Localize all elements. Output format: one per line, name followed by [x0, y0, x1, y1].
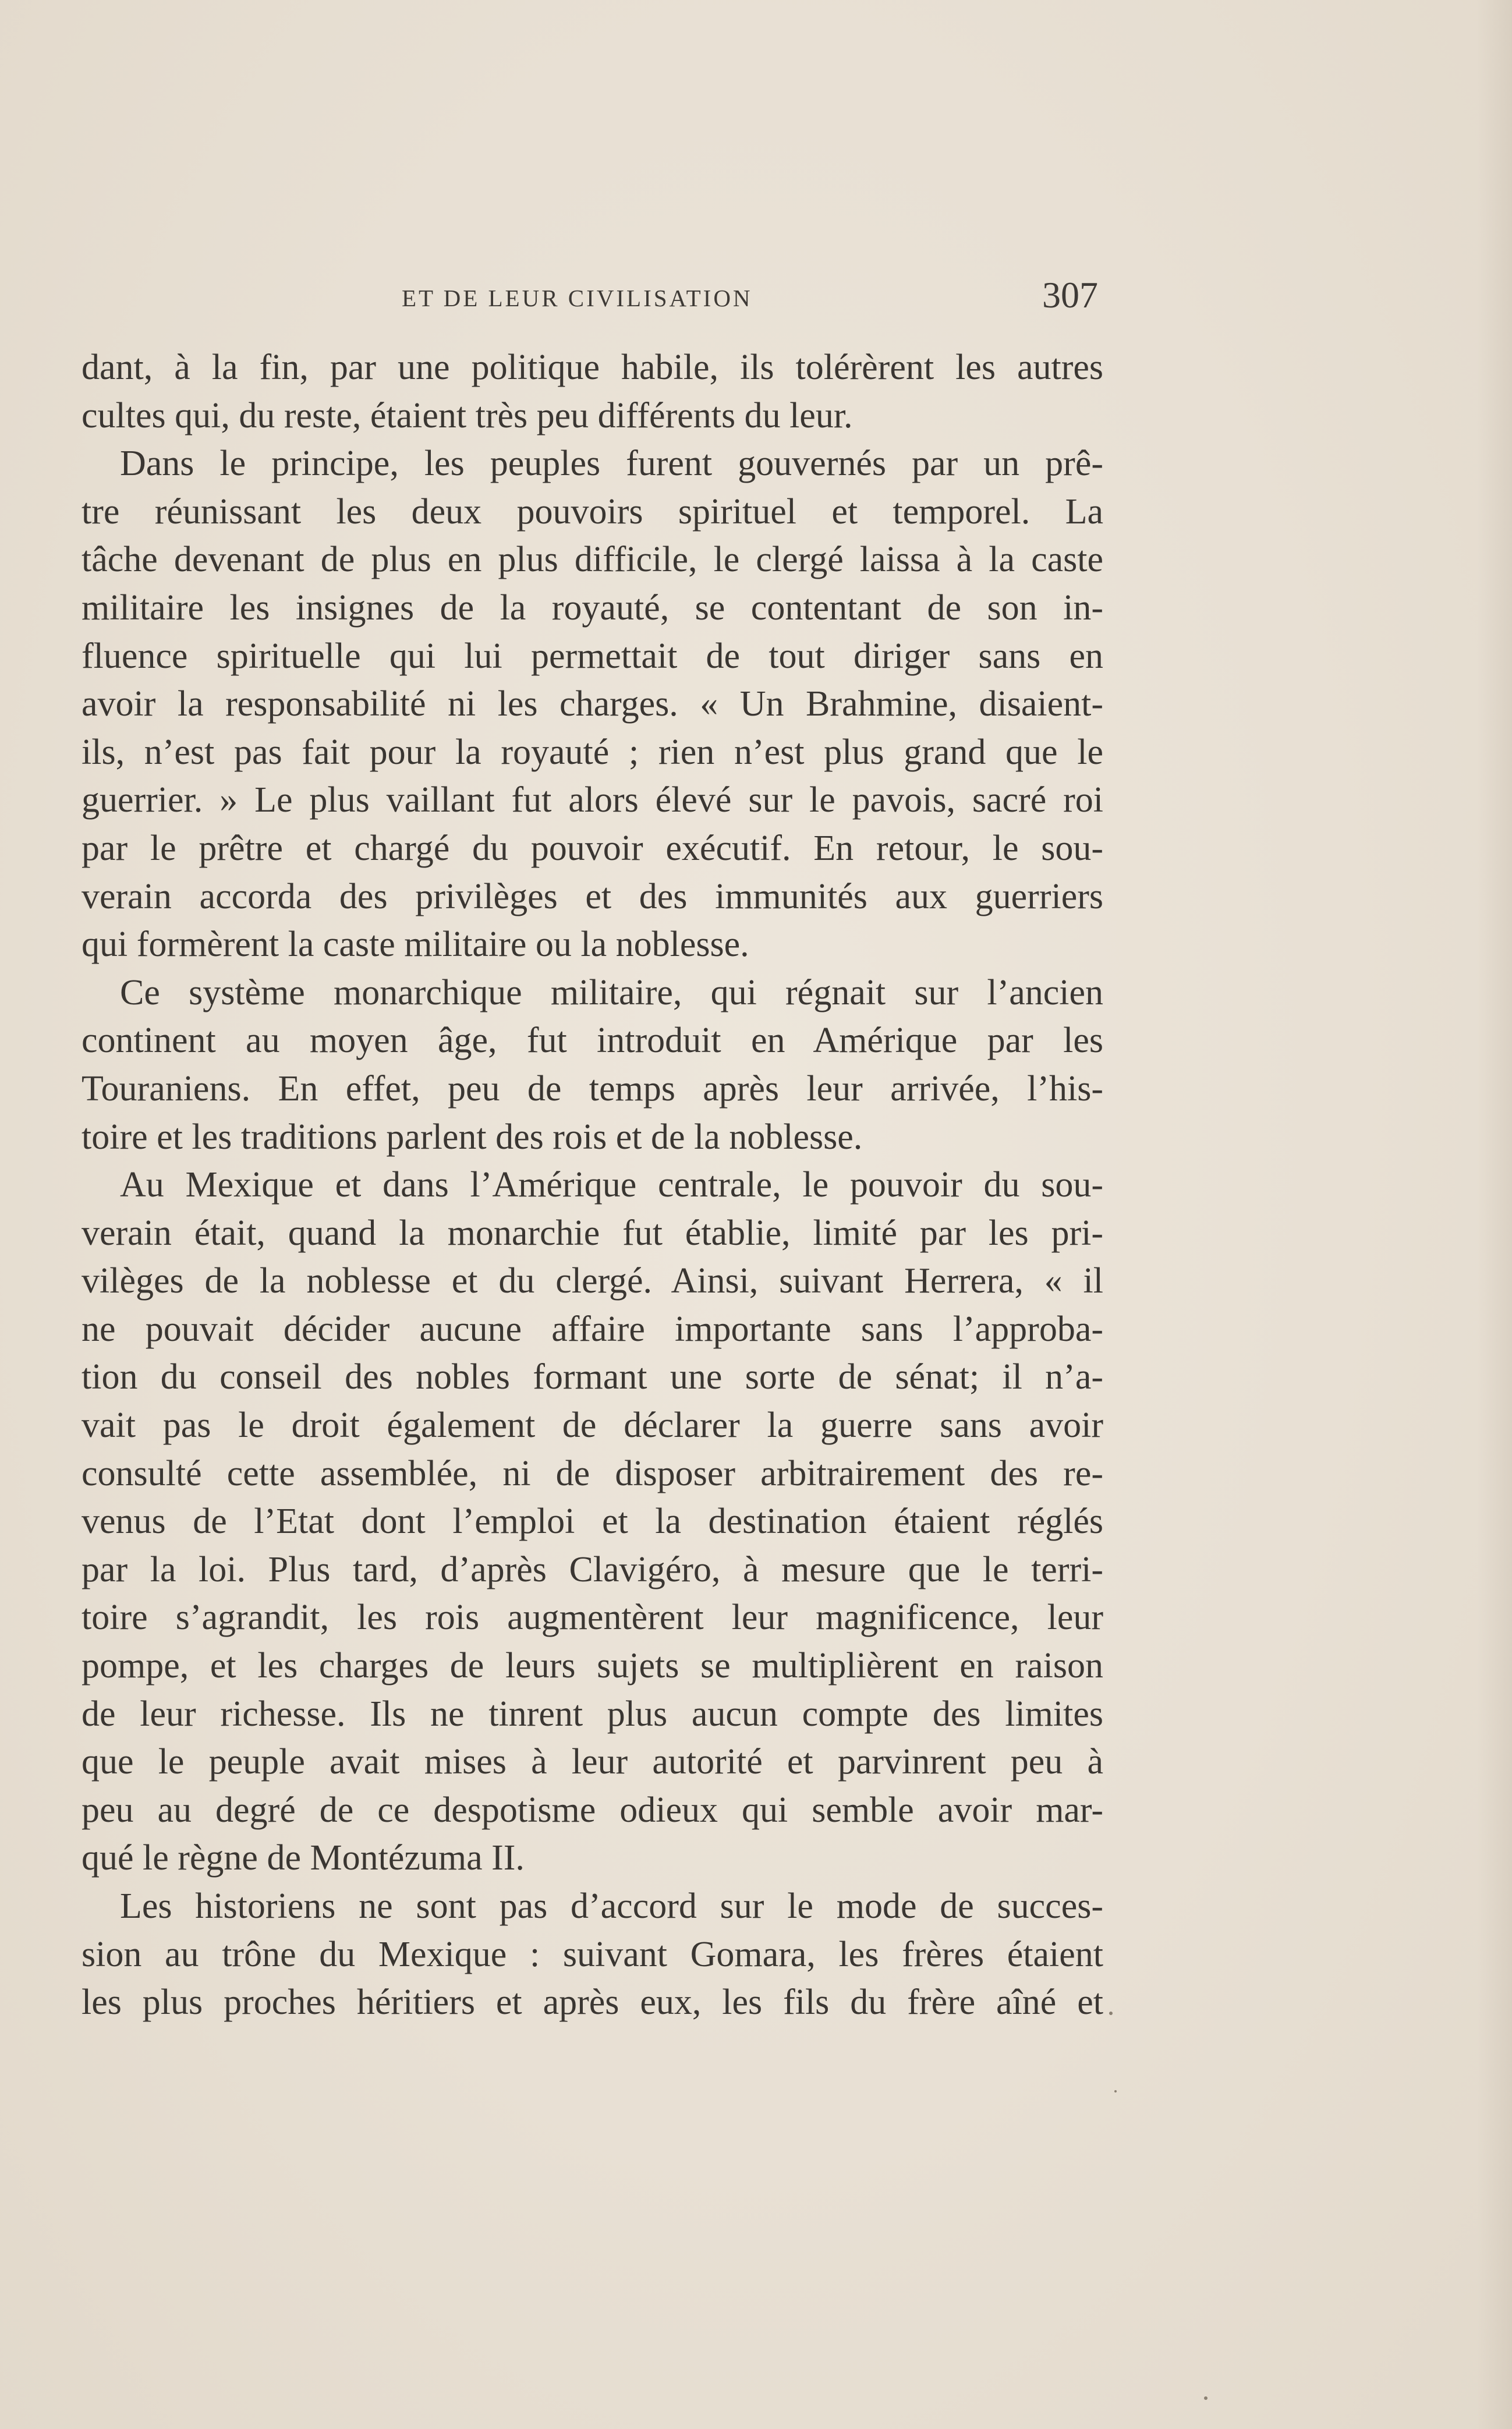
text-line: fluence spirituelle qui lui permettait de tout diriger sans en	[82, 636, 1103, 676]
paper-speck	[1114, 2090, 1117, 2092]
text-line: toire et les traditions parlent des rois et de la noblesse.	[82, 1117, 863, 1157]
text-line: sion au trône du Mexique : suivant Gomara, les frères étaient	[82, 1934, 1103, 1974]
text-line: guerrier. » Le plus vaillant fut alors élevé sur le pavois, sacré roi	[82, 780, 1103, 820]
text-line: militaire les insignes de la royauté, se contentant de son in-	[82, 587, 1103, 628]
text-line: verain accorda des privilèges et des immunités aux guerriers	[82, 876, 1103, 916]
text-line: Au Mexique et dans l’Amérique centrale, le pouvoir du sou-	[120, 1165, 1103, 1205]
text-line: pompe, et les charges de leurs sujets se multiplièrent en raison	[82, 1646, 1103, 1686]
text-line: Ce système monarchique militaire, qui régnait sur l’ancien	[120, 972, 1103, 1012]
text-line: ne pouvait décider aucune affaire importante sans l’approba-	[82, 1309, 1103, 1349]
text-line: venus de l’Etat dont l’emploi et la destination étaient réglés	[82, 1502, 1103, 1542]
text-line: qué le règne de Montézuma II.	[82, 1838, 525, 1878]
paper-speck	[1204, 2396, 1208, 2400]
text-line: cultes qui, du reste, étaient très peu différents du leur.	[82, 395, 853, 435]
text-line: Dans le principe, les peuples furent gouvernés par un prê-	[120, 444, 1103, 484]
paper-speck	[1109, 2012, 1113, 2015]
text-line: consulté cette assemblée, ni de disposer arbitrairement des re-	[82, 1453, 1103, 1493]
text-line: les plus proches héritiers et après eux, les fils du frère aîné et	[82, 1982, 1103, 2023]
text-line: tion du conseil des nobles formant une sorte de sénat; il n’a-	[82, 1357, 1103, 1397]
text-line: vait pas le droit également de déclarer la guerre sans avoir	[82, 1405, 1103, 1446]
text-line: par le prêtre et chargé du pouvoir exécutif. En retour, le sou-	[82, 828, 1103, 868]
text-line: vilèges de la noblesse et du clergé. Ainsi, suivant Herrera, « il	[82, 1261, 1103, 1301]
text-line: avoir la responsabilité ni les charges. « Un Brahmine, disaient-	[82, 684, 1103, 724]
text-line: par la loi. Plus tard, d’après Clavigéro, à mesure que le terri-	[82, 1549, 1103, 1589]
text-line: Les historiens ne sont pas d’accord sur le mode de succes-	[120, 1886, 1103, 1926]
text-line: tâche devenant de plus en plus difficile, le clergé laissa à la caste	[82, 540, 1103, 580]
text-line: de leur richesse. Ils ne tinrent plus aucun compte des limites	[82, 1694, 1103, 1734]
text-line: ils, n’est pas fait pour la royauté ; rien n’est plus grand que le	[82, 732, 1103, 772]
text-line: verain était, quand la monarchie fut établie, limité par les pri-	[82, 1213, 1103, 1253]
text-line: qui formèrent la caste militaire ou la noblesse.	[82, 925, 749, 965]
running-head: ET DE LEUR CIVILISATION	[402, 285, 753, 311]
text-line: Touraniens. En effet, peu de temps après leur arrivée, l’his-	[82, 1068, 1103, 1109]
text-line: que le peuple avait mises à leur autorité et parvinrent peu à	[82, 1742, 1103, 1782]
body-text	[82, 344, 1103, 2027]
text-line: tre réunissant les deux pouvoirs spirituel et temporel. La	[82, 491, 1103, 532]
text-line: continent au moyen âge, fut introduit en Amérique par les	[82, 1021, 1103, 1061]
text-line: peu au degré de ce despotisme odieux qui semble avoir mar-	[82, 1790, 1103, 1830]
text-line: dant, à la fin, par une politique habile, ils tolérèrent les autres	[82, 348, 1103, 387]
text-line: toire s’agrandit, les rois augmentèrent leur magnificence, leur	[82, 1598, 1103, 1638]
page-edge-shadow	[1477, 0, 1512, 2429]
page-number: 307	[1042, 274, 1098, 316]
